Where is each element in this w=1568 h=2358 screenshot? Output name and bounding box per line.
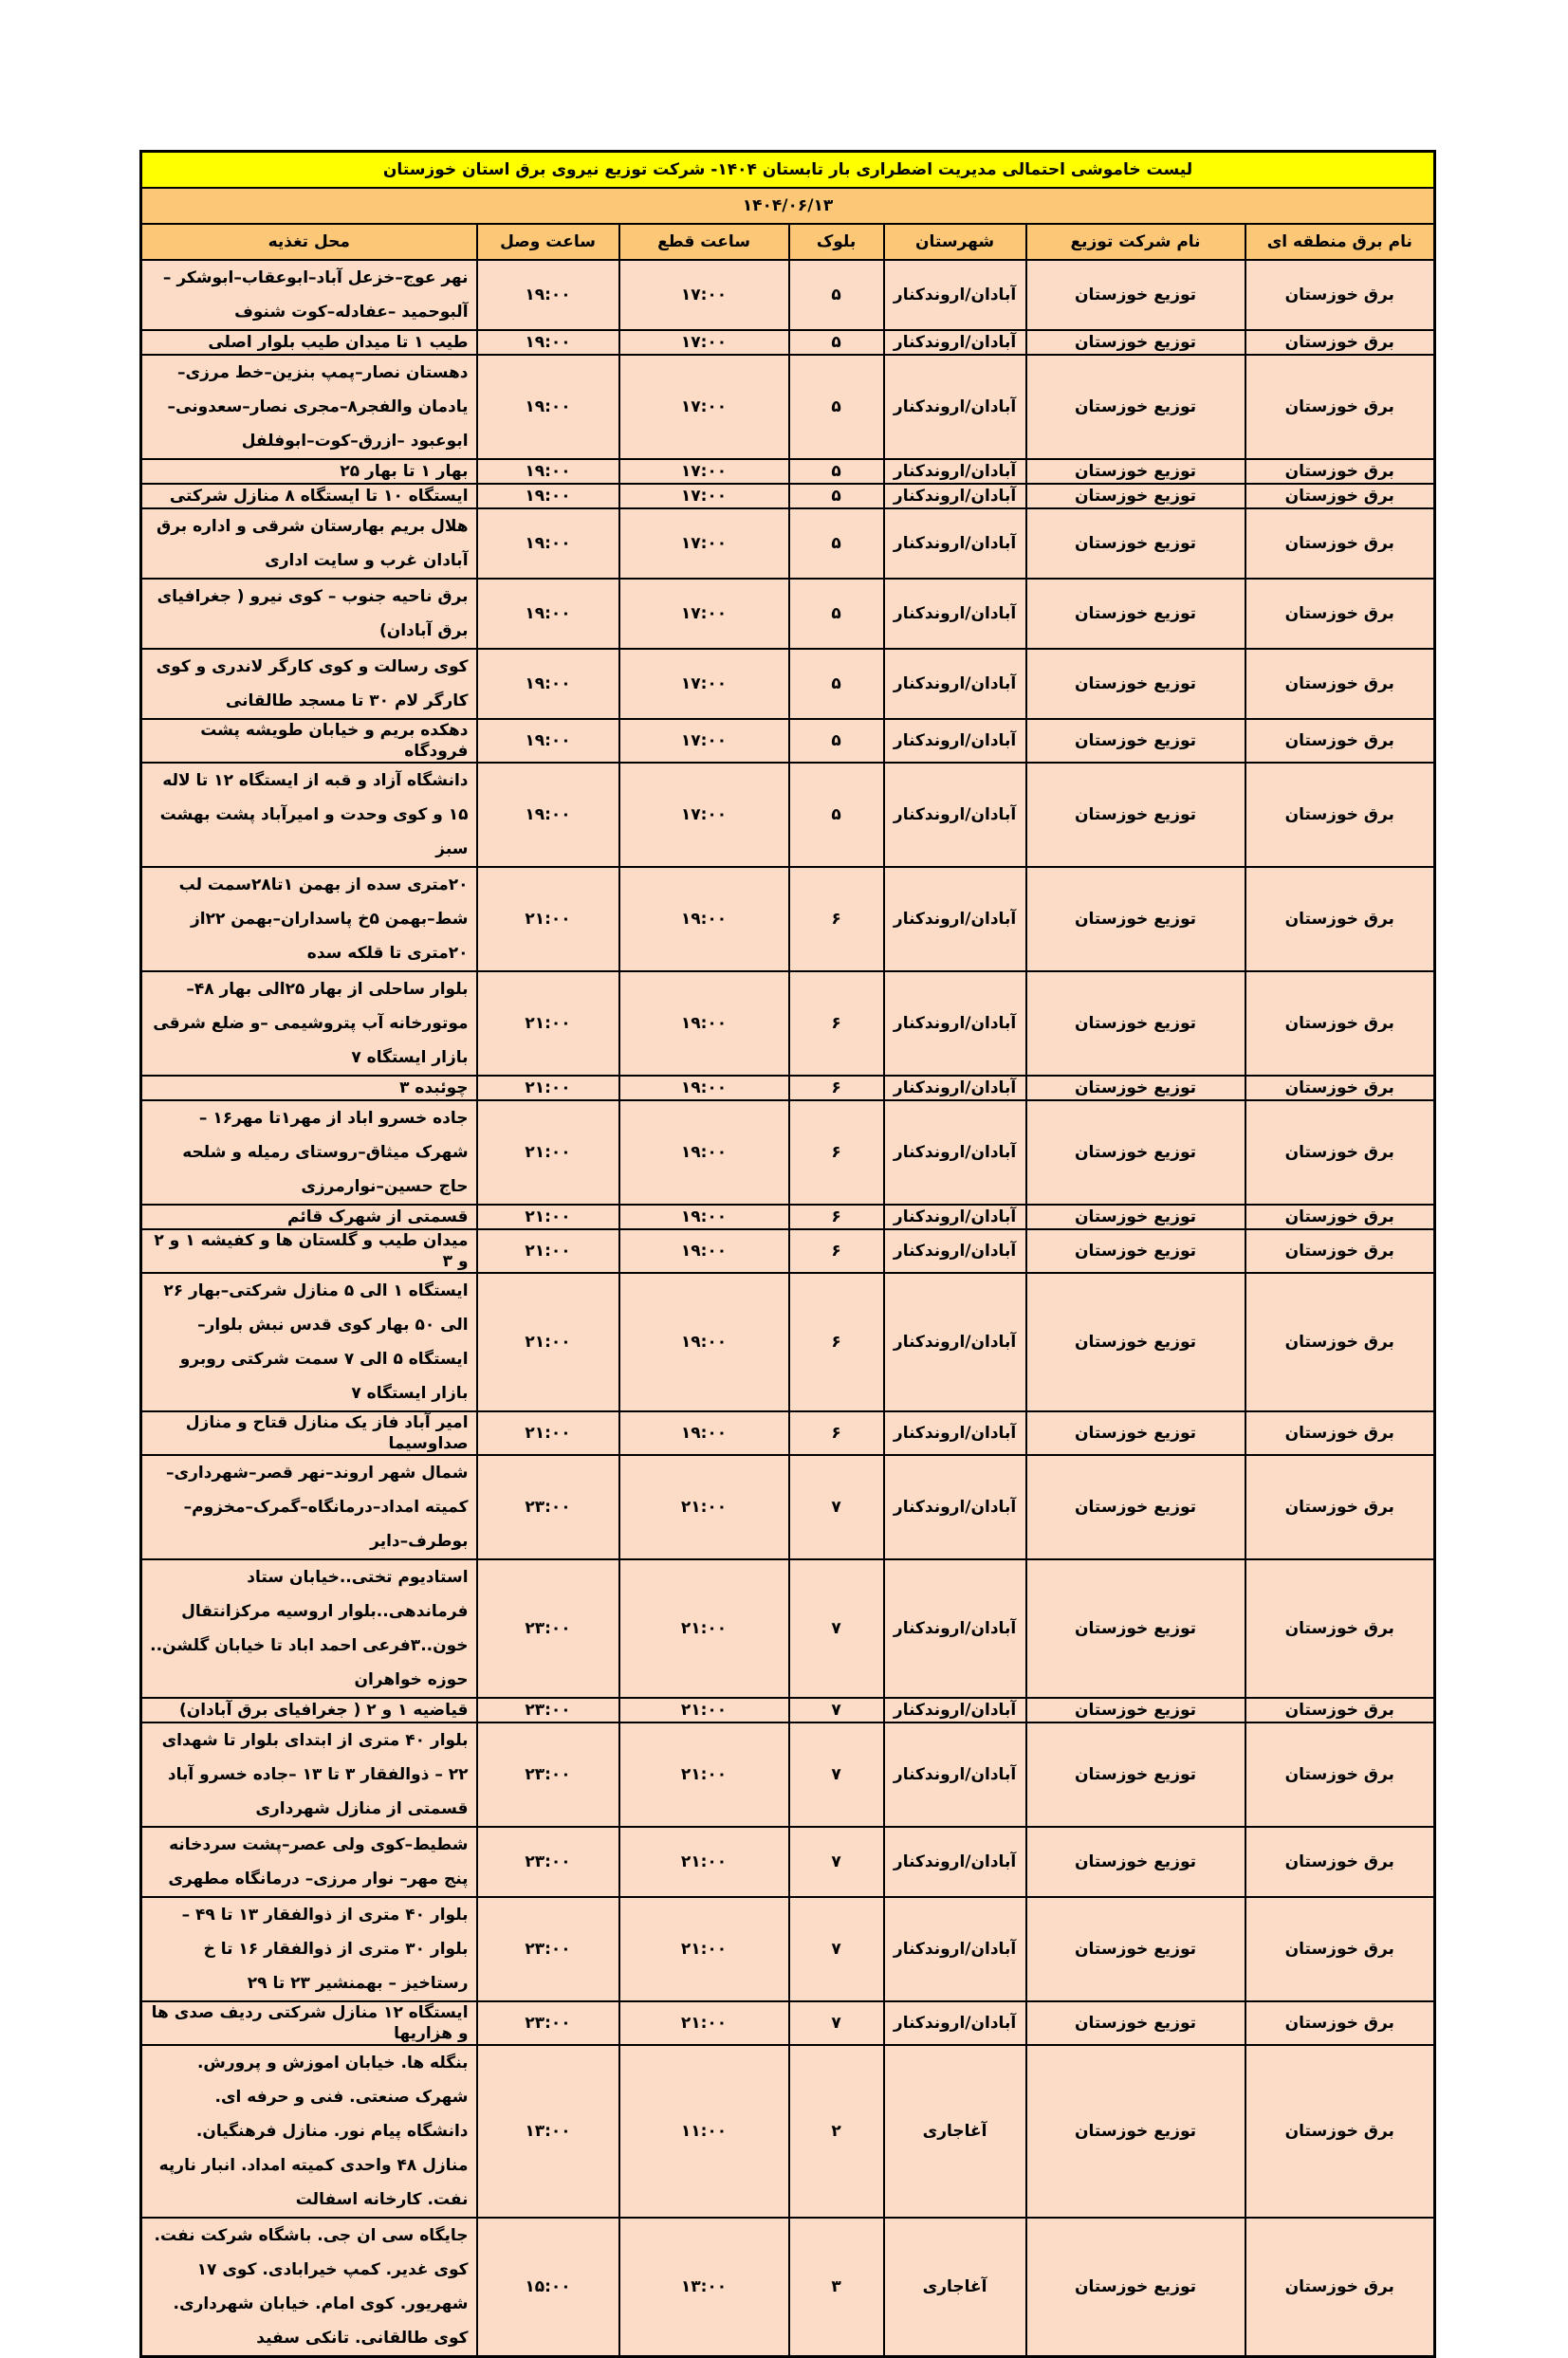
cell-cut-time: ۱۹:۰۰ [619, 1205, 789, 1229]
document-date: ۱۴۰۴/۰۶/۱۳ [141, 188, 1435, 224]
cell-city: آبادان/اروندکنار [884, 260, 1026, 330]
outage-table [139, 150, 1436, 2358]
cell-company: توزیع خوزستان [1026, 1559, 1245, 1698]
cell-connect-time: ۲۱:۰۰ [477, 971, 619, 1076]
cell-cut-time: ۱۹:۰۰ [619, 1076, 789, 1100]
cell-city: آبادان/اروندکنار [884, 1229, 1026, 1273]
cell-cut-time: ۱۷:۰۰ [619, 719, 789, 763]
cell-cut-time: ۱۷:۰۰ [619, 763, 789, 867]
cell-connect-time: ۲۳:۰۰ [477, 1897, 619, 2001]
cell-city: آبادان/اروندکنار [884, 1205, 1026, 1229]
cell-company: توزیع خوزستان [1026, 1698, 1245, 1722]
cell-feed-location: بنگله ها. خیابان اموزش و پرورش. شهرک صنعتی. فنی و حرفه ای. دانشگاه پیام نور. منازل فرهنگیان. منازل ۴۸ واحدی کمیته امداد. انبار نارپه نفت. کارخانه اسفالت [141, 2045, 477, 2218]
cell-region: برق خوزستان [1245, 579, 1435, 649]
cell-city: آبادان/اروندکنار [884, 1076, 1026, 1100]
cell-company: توزیع خوزستان [1026, 2001, 1245, 2045]
table-row [141, 867, 1435, 971]
cell-block: ۷ [789, 1698, 884, 1722]
cell-feed-location: هلال بریم بهارستان شرقی و اداره برق آبادان غرب و سایت اداری [141, 508, 477, 579]
cell-cut-time: ۲۱:۰۰ [619, 1897, 789, 2001]
cell-cut-time: ۲۱:۰۰ [619, 2001, 789, 2045]
cell-company: توزیع خوزستان [1026, 1827, 1245, 1897]
cell-connect-time: ۱۹:۰۰ [477, 459, 619, 484]
cell-block: ۵ [789, 579, 884, 649]
cell-region: برق خوزستان [1245, 1411, 1435, 1455]
cell-company: توزیع خوزستان [1026, 508, 1245, 579]
cell-block: ۶ [789, 1273, 884, 1411]
title-row [141, 152, 1435, 189]
header-feed-location: محل تغذیه [141, 224, 477, 260]
cell-connect-time: ۲۱:۰۰ [477, 1411, 619, 1455]
cell-region: برق خوزستان [1245, 508, 1435, 579]
cell-cut-time: ۱۳:۰۰ [619, 2218, 789, 2357]
cell-block: ۷ [789, 1559, 884, 1698]
header-region: نام برق منطقه ای [1245, 224, 1435, 260]
cell-city: آبادان/اروندکنار [884, 971, 1026, 1076]
cell-region: برق خوزستان [1245, 2218, 1435, 2357]
cell-company: توزیع خوزستان [1026, 355, 1245, 459]
cell-region: برق خوزستان [1245, 649, 1435, 719]
cell-cut-time: ۱۹:۰۰ [619, 1411, 789, 1455]
cell-block: ۵ [789, 719, 884, 763]
cell-company: توزیع خوزستان [1026, 2218, 1245, 2357]
cell-block: ۵ [789, 763, 884, 867]
cell-city: آبادان/اروندکنار [884, 2001, 1026, 2045]
header-row [141, 224, 1435, 260]
cell-feed-location: طیب ۱ تا میدان طیب بلوار اصلی [141, 330, 477, 355]
cell-company: توزیع خوزستان [1026, 1076, 1245, 1100]
cell-region: برق خوزستان [1245, 355, 1435, 459]
cell-company: توزیع خوزستان [1026, 1229, 1245, 1273]
cell-city: آغاجاری [884, 2218, 1026, 2357]
cell-company: توزیع خوزستان [1026, 2045, 1245, 2218]
cell-block: ۵ [789, 459, 884, 484]
cell-cut-time: ۱۹:۰۰ [619, 1273, 789, 1411]
cell-city: آبادان/اروندکنار [884, 330, 1026, 355]
cell-feed-location: برق ناحیه جنوب – کوی نیرو ( جغرافیای برق آبادان) [141, 579, 477, 649]
cell-feed-location: شمال شهر اروند–نهر قصر–شهرداری–کمیته امداد–درمانگاه–گمرک–مخزوم–بوطرف–دایر [141, 1455, 477, 1559]
cell-block: ۶ [789, 1100, 884, 1205]
table-row [141, 719, 1435, 763]
table-row [141, 355, 1435, 459]
table-row [141, 1827, 1435, 1897]
document-title: لیست خاموشی احتمالی مدیریت اضطراری بار تابستان ۱۴۰۴- شرکت توزیع نیروی برق استان خوزستان [141, 152, 1435, 189]
cell-block: ۷ [789, 1455, 884, 1559]
cell-feed-location: چوئبده ۳ [141, 1076, 477, 1100]
cell-feed-location: ۲۰متری سده از بهمن ۱تا۲۸سمت لب شط–بهمن ۵خ پاسداران–بهمن ۲۲از ۲۰متری تا قلکه سده [141, 867, 477, 971]
header-cut-time: ساعت قطع [619, 224, 789, 260]
cell-region: برق خوزستان [1245, 1205, 1435, 1229]
cell-company: توزیع خوزستان [1026, 330, 1245, 355]
cell-city: آبادان/اروندکنار [884, 649, 1026, 719]
cell-connect-time: ۱۹:۰۰ [477, 330, 619, 355]
cell-block: ۶ [789, 1076, 884, 1100]
cell-block: ۷ [789, 1827, 884, 1897]
cell-feed-location: میدان طیب و گلستان ها و کفیشه ۱ و ۲ و ۳ [141, 1229, 477, 1273]
cell-company: توزیع خوزستان [1026, 719, 1245, 763]
cell-block: ۶ [789, 1411, 884, 1455]
table-row [141, 1559, 1435, 1698]
cell-block: ۷ [789, 1722, 884, 1827]
cell-city: آبادان/اروندکنار [884, 355, 1026, 459]
cell-region: برق خوزستان [1245, 1827, 1435, 1897]
cell-block: ۷ [789, 1897, 884, 2001]
table-row [141, 1205, 1435, 1229]
cell-city: آبادان/اروندکنار [884, 1698, 1026, 1722]
table-row [141, 1076, 1435, 1100]
cell-feed-location: جاده خسرو اباد از مهر۱تا مهر۱۶ –شهرک میثاق–روستای رمیله و شلحه حاج حسین–نوارمرزی [141, 1100, 477, 1205]
cell-connect-time: ۲۱:۰۰ [477, 1205, 619, 1229]
cell-feed-location: ایستگاه ۱۲ منازل شرکتی ردیف صدی ها و هزاریها [141, 2001, 477, 2045]
cell-city: آغاجاری [884, 2045, 1026, 2218]
cell-connect-time: ۱۹:۰۰ [477, 484, 619, 508]
cell-cut-time: ۱۷:۰۰ [619, 649, 789, 719]
cell-region: برق خوزستان [1245, 484, 1435, 508]
cell-cut-time: ۱۹:۰۰ [619, 971, 789, 1076]
cell-region: برق خوزستان [1245, 1273, 1435, 1411]
cell-connect-time: ۱۹:۰۰ [477, 649, 619, 719]
cell-connect-time: ۲۳:۰۰ [477, 2001, 619, 2045]
cell-connect-time: ۱۵:۰۰ [477, 2218, 619, 2357]
cell-block: ۵ [789, 260, 884, 330]
cell-region: برق خوزستان [1245, 867, 1435, 971]
table-row [141, 1100, 1435, 1205]
cell-region: برق خوزستان [1245, 1698, 1435, 1722]
cell-connect-time: ۱۳:۰۰ [477, 2045, 619, 2218]
cell-connect-time: ۱۹:۰۰ [477, 579, 619, 649]
cell-company: توزیع خوزستان [1026, 1100, 1245, 1205]
cell-feed-location: دهکده بریم و خیابان طویشه پشت فرودگاه [141, 719, 477, 763]
cell-cut-time: ۱۱:۰۰ [619, 2045, 789, 2218]
cell-city: آبادان/اروندکنار [884, 1559, 1026, 1698]
cell-company: توزیع خوزستان [1026, 1273, 1245, 1411]
cell-company: توزیع خوزستان [1026, 867, 1245, 971]
cell-block: ۷ [789, 2001, 884, 2045]
cell-connect-time: ۱۹:۰۰ [477, 355, 619, 459]
cell-region: برق خوزستان [1245, 459, 1435, 484]
cell-feed-location: قسمتی از شهرک قائم [141, 1205, 477, 1229]
cell-cut-time: ۱۹:۰۰ [619, 867, 789, 971]
cell-cut-time: ۱۷:۰۰ [619, 508, 789, 579]
cell-cut-time: ۱۷:۰۰ [619, 579, 789, 649]
cell-feed-location: قیاضیه ۱ و ۲ ( جغرافیای برق آبادان) [141, 1698, 477, 1722]
cell-block: ۵ [789, 355, 884, 459]
cell-connect-time: ۱۹:۰۰ [477, 719, 619, 763]
cell-feed-location: بلوار ساحلی از بهار ۲۵الی بهار ۴۸–موتورخانه آب پتروشیمی –و ضلع شرقی بازار ایستگاه ۷ [141, 971, 477, 1076]
cell-region: برق خوزستان [1245, 1100, 1435, 1205]
cell-city: آبادان/اروندکنار [884, 1722, 1026, 1827]
cell-region: برق خوزستان [1245, 763, 1435, 867]
cell-feed-location: امیر آباد فاز یک منازل قتاح و منازل صداوسیما [141, 1411, 477, 1455]
cell-connect-time: ۲۳:۰۰ [477, 1827, 619, 1897]
cell-city: آبادان/اروندکنار [884, 1273, 1026, 1411]
cell-company: توزیع خوزستان [1026, 1205, 1245, 1229]
cell-connect-time: ۲۳:۰۰ [477, 1722, 619, 1827]
cell-feed-location: بهار ۱ تا بهار ۲۵ [141, 459, 477, 484]
table-row [141, 1411, 1435, 1455]
cell-city: آبادان/اروندکنار [884, 459, 1026, 484]
cell-connect-time: ۱۹:۰۰ [477, 508, 619, 579]
cell-feed-location: ایستگاه ۱۰ تا ایستگاه ۸ منازل شرکتی [141, 484, 477, 508]
cell-cut-time: ۲۱:۰۰ [619, 1559, 789, 1698]
cell-company: توزیع خوزستان [1026, 1722, 1245, 1827]
cell-cut-time: ۲۱:۰۰ [619, 1455, 789, 1559]
cell-feed-location: بلوار ۴۰ متری از ذوالفقار ۱۳ تا ۴۹ – بلوار ۳۰ متری از ذوالفقار ۱۶ تا خ رستاخیز – بهمنشیر ۲۳ تا ۲۹ [141, 1897, 477, 2001]
cell-feed-location: استادیوم تختی..خیابان ستاد فرماندهی..بلوار اروسیه مرکزانتقال خون..۳فرعی احمد اباد تا خیابان گلشن.. حوزه خواهران [141, 1559, 477, 1698]
header-block: بلوک [789, 224, 884, 260]
cell-connect-time: ۲۳:۰۰ [477, 1698, 619, 1722]
cell-cut-time: ۱۹:۰۰ [619, 1100, 789, 1205]
cell-connect-time: ۲۱:۰۰ [477, 1100, 619, 1205]
table-row [141, 2045, 1435, 2218]
cell-region: برق خوزستان [1245, 1229, 1435, 1273]
cell-region: برق خوزستان [1245, 2001, 1435, 2045]
table-row [141, 484, 1435, 508]
table-row [141, 1722, 1435, 1827]
cell-feed-location: شطیط–کوی ولی عصر–پشت سردخانه پنج مهر– نوار مرزی– درمانگاه مطهری [141, 1827, 477, 1897]
cell-company: توزیع خوزستان [1026, 1411, 1245, 1455]
cell-feed-location: نهر عوج–خزعل آباد–ابوعقاب–ابوشکر –آلبوحمید –عفادله–کوت شنوف [141, 260, 477, 330]
cell-block: ۵ [789, 649, 884, 719]
cell-block: ۶ [789, 1205, 884, 1229]
table-row [141, 260, 1435, 330]
table-row [141, 1229, 1435, 1273]
cell-cut-time: ۱۹:۰۰ [619, 1229, 789, 1273]
cell-block: ۳ [789, 2218, 884, 2357]
table-row [141, 330, 1435, 355]
table-row [141, 459, 1435, 484]
table-row [141, 1273, 1435, 1411]
cell-block: ۶ [789, 867, 884, 971]
table-row [141, 579, 1435, 649]
cell-city: آبادان/اروندکنار [884, 763, 1026, 867]
cell-block: ۲ [789, 2045, 884, 2218]
table-row [141, 1698, 1435, 1722]
header-company: نام شرکت توزیع [1026, 224, 1245, 260]
cell-connect-time: ۲۱:۰۰ [477, 867, 619, 971]
cell-city: آبادان/اروندکنار [884, 1411, 1026, 1455]
cell-region: برق خوزستان [1245, 1076, 1435, 1100]
cell-block: ۵ [789, 508, 884, 579]
outage-sheet [139, 150, 1433, 2358]
cell-cut-time: ۱۷:۰۰ [619, 260, 789, 330]
cell-connect-time: ۲۱:۰۰ [477, 1273, 619, 1411]
cell-block: ۶ [789, 971, 884, 1076]
cell-feed-location: دانشگاه آزاد و قبه از ایستگاه ۱۲ تا لاله ۱۵ و کوی وحدت و امیرآباد پشت بهشت سبز [141, 763, 477, 867]
cell-connect-time: ۲۱:۰۰ [477, 1229, 619, 1273]
cell-region: برق خوزستان [1245, 330, 1435, 355]
cell-cut-time: ۱۷:۰۰ [619, 459, 789, 484]
cell-region: برق خوزستان [1245, 260, 1435, 330]
table-row [141, 2001, 1435, 2045]
cell-city: آبادان/اروندکنار [884, 1897, 1026, 2001]
cell-company: توزیع خوزستان [1026, 649, 1245, 719]
cell-company: توزیع خوزستان [1026, 1455, 1245, 1559]
cell-block: ۵ [789, 330, 884, 355]
header-city: شهرستان [884, 224, 1026, 260]
cell-block: ۵ [789, 484, 884, 508]
cell-region: برق خوزستان [1245, 2045, 1435, 2218]
cell-cut-time: ۲۱:۰۰ [619, 1698, 789, 1722]
cell-feed-location: ایستگاه ۱ الی ۵ منازل شرکتی–بهار ۲۶ الی ۵۰ بهار کوی قدس نبش بلوار–ایستگاه ۵ الی ۷ سمت شرکتی روبرو بازار ایستگاه ۷ [141, 1273, 477, 1411]
cell-connect-time: ۲۳:۰۰ [477, 1455, 619, 1559]
cell-region: برق خوزستان [1245, 1897, 1435, 2001]
cell-cut-time: ۱۷:۰۰ [619, 355, 789, 459]
cell-connect-time: ۲۱:۰۰ [477, 1076, 619, 1100]
table-row [141, 971, 1435, 1076]
cell-city: آبادان/اروندکنار [884, 579, 1026, 649]
cell-cut-time: ۲۱:۰۰ [619, 1722, 789, 1827]
table-row [141, 649, 1435, 719]
table-row [141, 1455, 1435, 1559]
cell-company: توزیع خوزستان [1026, 260, 1245, 330]
cell-connect-time: ۲۳:۰۰ [477, 1559, 619, 1698]
cell-feed-location: کوی رسالت و کوی کارگر لاندری و کوی کارگر لام ۳۰ تا مسجد طالقانی [141, 649, 477, 719]
table-row [141, 1897, 1435, 2001]
cell-company: توزیع خوزستان [1026, 1897, 1245, 2001]
cell-company: توزیع خوزستان [1026, 484, 1245, 508]
date-row [141, 188, 1435, 224]
cell-company: توزیع خوزستان [1026, 459, 1245, 484]
cell-city: آبادان/اروندکنار [884, 867, 1026, 971]
cell-cut-time: ۲۱:۰۰ [619, 1827, 789, 1897]
cell-feed-location: جایگاه سی ان جی. باشگاه شرکت نفت. کوی غدیر. کمپ خیرابادی. کوی ۱۷ شهریور. کوی امام. خیابان شهرداری. کوی طالقانی. تانکی سفید [141, 2218, 477, 2357]
cell-block: ۶ [789, 1229, 884, 1273]
cell-city: آبادان/اروندکنار [884, 1455, 1026, 1559]
table-row [141, 2218, 1435, 2357]
cell-connect-time: ۱۹:۰۰ [477, 763, 619, 867]
cell-city: آبادان/اروندکنار [884, 1100, 1026, 1205]
table-row [141, 508, 1435, 579]
cell-company: توزیع خوزستان [1026, 579, 1245, 649]
cell-region: برق خوزستان [1245, 971, 1435, 1076]
cell-region: برق خوزستان [1245, 1559, 1435, 1698]
cell-city: آبادان/اروندکنار [884, 719, 1026, 763]
cell-cut-time: ۱۷:۰۰ [619, 484, 789, 508]
cell-region: برق خوزستان [1245, 719, 1435, 763]
cell-city: آبادان/اروندکنار [884, 1827, 1026, 1897]
cell-company: توزیع خوزستان [1026, 971, 1245, 1076]
table-row [141, 763, 1435, 867]
cell-city: آبادان/اروندکنار [884, 508, 1026, 579]
cell-cut-time: ۱۷:۰۰ [619, 330, 789, 355]
cell-region: برق خوزستان [1245, 1455, 1435, 1559]
cell-company: توزیع خوزستان [1026, 763, 1245, 867]
cell-region: برق خوزستان [1245, 1722, 1435, 1827]
cell-feed-location: بلوار ۴۰ متری از ابتدای بلوار تا شهدای ۲۲ – ذوالفقار ۳ تا ۱۳ –جاده خسرو آباد قسمتی از منازل شهرداری [141, 1722, 477, 1827]
cell-feed-location: دهستان نصار–پمپ بنزین–خط مرزی–یادمان والفجر۸–مجری نصار–سعدونی–ابوعبود –ازرق–کوت–ابوفلفل [141, 355, 477, 459]
cell-city: آبادان/اروندکنار [884, 484, 1026, 508]
header-connect-time: ساعت وصل [477, 224, 619, 260]
cell-connect-time: ۱۹:۰۰ [477, 260, 619, 330]
